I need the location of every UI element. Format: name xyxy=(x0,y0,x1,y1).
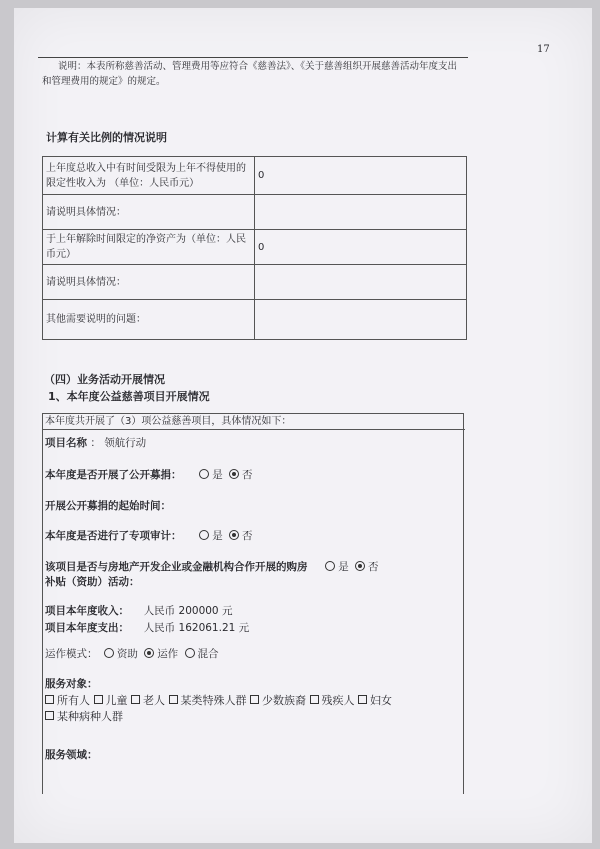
note-line-1: 说明：本表所称慈善活动、管理费用等应符合《慈善法》、《关于慈善组织开展慈善活动年度支出 xyxy=(58,61,458,72)
row-value: 0 xyxy=(255,157,467,195)
project-name-sep: ： xyxy=(90,437,101,449)
radio-no-label: 否 xyxy=(242,469,253,481)
project-summary: 本年度共开展了（3）项公益慈善项目，具体情况如下： xyxy=(43,414,465,430)
checkbox[interactable] xyxy=(310,695,319,704)
page-number: 17 xyxy=(537,44,550,55)
radio-funding-label: 资助 xyxy=(116,648,138,660)
project-name-value: 领航行动 xyxy=(104,437,147,449)
project-name-line xyxy=(45,435,146,450)
radio-mixed-label: 混合 xyxy=(197,648,219,660)
housing-label: 该项目是否与房地产开发企业或金融机构合作开展的购房 xyxy=(45,561,308,573)
income-label: 项目本年度收入： xyxy=(45,605,129,617)
radio-no-label: 否 xyxy=(242,530,253,542)
row-value xyxy=(255,195,467,230)
row-value: 0 xyxy=(255,230,467,265)
row-label: 其他需要说明的问题： xyxy=(43,300,255,340)
radio-operation[interactable] xyxy=(144,648,154,658)
checkbox[interactable] xyxy=(131,695,140,704)
table-row xyxy=(43,157,467,195)
option-label: 某种病种人群 xyxy=(57,710,123,723)
note-line-2: 和管理费用的规定》的规定。 xyxy=(42,76,166,87)
expense-value: 人民币 162061.21 元 xyxy=(143,622,250,634)
radio-yes-label: 是 xyxy=(212,469,223,481)
project-name-label: 项目名称 xyxy=(45,437,87,449)
row-label: 上年度总收入中有时间受限为上年不得使用的限定性收入为 （单位：人民币元） xyxy=(43,157,255,195)
option-label: 所有人 xyxy=(57,694,90,707)
row-value xyxy=(255,300,467,340)
radio-no[interactable] xyxy=(229,469,239,479)
service-field-label: 服务领域： xyxy=(45,749,98,761)
public-fundraising-label: 本年度是否开展了公开募捐： xyxy=(45,469,182,481)
table-row xyxy=(43,230,467,265)
checkbox[interactable] xyxy=(45,695,54,704)
table-row xyxy=(43,195,467,230)
service-target-options xyxy=(45,692,392,708)
checkbox[interactable] xyxy=(169,695,178,704)
row-value xyxy=(255,265,467,300)
housing-line xyxy=(45,559,379,574)
checkbox[interactable] xyxy=(94,695,103,704)
option-label: 少数族裔 xyxy=(262,694,306,707)
business-section-title: （四）业务活动开展情况 xyxy=(44,373,165,386)
top-rule xyxy=(38,57,468,58)
table-row xyxy=(43,265,467,300)
ratio-section-title: 计算有关比例的情况说明 xyxy=(46,131,167,144)
option-label: 妇女 xyxy=(370,694,392,707)
radio-yes-label: 是 xyxy=(338,561,349,573)
operation-mode-line xyxy=(45,646,219,661)
service-target-options-2 xyxy=(45,708,123,724)
income-line xyxy=(45,603,232,618)
row-label: 于上年解除时间限定的净资产为（单位：人民币元） xyxy=(43,230,255,265)
expense-line xyxy=(45,620,249,635)
fundraising-start-label: 开展公开募捐的起始时间： xyxy=(45,500,171,512)
radio-yes[interactable] xyxy=(199,530,209,540)
housing-label-cont: 补贴（资助）活动： xyxy=(45,576,140,588)
public-fundraising-line xyxy=(45,467,253,482)
audit-line xyxy=(45,528,253,543)
expense-label: 项目本年度支出： xyxy=(45,622,129,634)
checkbox[interactable] xyxy=(250,695,259,704)
income-value: 人民币 200000 元 xyxy=(143,605,233,617)
row-label: 请说明具体情况： xyxy=(43,265,255,300)
radio-funding[interactable] xyxy=(104,648,114,658)
radio-yes[interactable] xyxy=(325,561,335,571)
note xyxy=(44,59,484,89)
radio-yes[interactable] xyxy=(199,469,209,479)
option-label: 老人 xyxy=(143,694,165,707)
radio-no-label: 否 xyxy=(368,561,379,573)
business-subsection-title: 1、本年度公益慈善项目开展情况 xyxy=(48,390,210,403)
radio-no[interactable] xyxy=(355,561,365,571)
radio-operation-label: 运作 xyxy=(157,648,179,660)
radio-mixed[interactable] xyxy=(185,648,195,658)
service-target-label: 服务对象： xyxy=(45,678,98,690)
option-label: 儿童 xyxy=(105,694,128,707)
checkbox[interactable] xyxy=(358,695,367,704)
row-label: 请说明具体情况： xyxy=(43,195,255,230)
audit-label: 本年度是否进行了专项审计： xyxy=(45,530,182,542)
option-label: 某类特殊人群 xyxy=(180,694,247,707)
operation-mode-label: 运作模式： xyxy=(45,648,98,660)
option-label: 残疾人 xyxy=(321,694,355,707)
radio-no[interactable] xyxy=(229,530,239,540)
project-box xyxy=(42,413,464,794)
ratio-table xyxy=(42,156,467,340)
table-row xyxy=(43,300,467,340)
checkbox[interactable] xyxy=(45,711,54,720)
document-page xyxy=(14,8,592,843)
radio-yes-label: 是 xyxy=(212,530,223,542)
